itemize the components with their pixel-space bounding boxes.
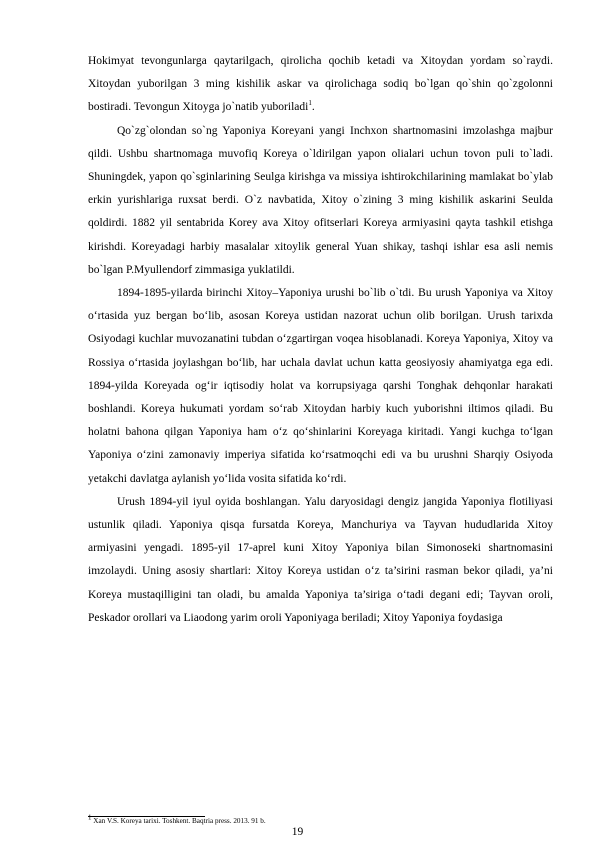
footnote-text: Xan V.S. Koreya tarixi. Toshkent. Baqtria press. 2013. 91 b. <box>91 817 266 825</box>
paragraph-4: Urush 1894-yil iyul oyida boshlangan. Yalu daryosidagi dengiz jangida Yaponiya flotiliyasi ustunlik qiladi. Yaponiya qisqa fursatda Koreya, Manchuriya va Tayvan hududlarida Xitoy armiyasini yengadi. 1895-yil 17-aprel kuni Xitoy Yaponiya bilan Simonoseki shartnomasini imzolaydi. Uning asosiy shartlari: Xitoy Koreya ustidan o‘z ta’sirini rasman bekor qiladi, ya’ni Koreya mustaqilligini tan oladi, bu amalda Yaponiya ta’siriga o‘tadi degani edi; Tayvan oroli, Peskador orollari va Liaodong yarim oroli Yaponiyaga beriladi; Xitoy Yaponiya foydasiga <box>88 495 553 624</box>
paragraph-1-tail: . <box>311 101 315 114</box>
paragraph-1 <box>88 50 553 120</box>
page-number: 19 <box>291 826 304 838</box>
page-body <box>88 50 553 630</box>
footnote-reference[interactable]: 1 <box>308 99 312 108</box>
paragraph-3: 1894-1895-yilarda birinchi Xitoy–Yaponiya urushi bo`lib o`tdi. Bu urush Yaponiya va Xitoy o‘rtasida yuz bergan bo‘lib, asosan Koreya ustidan nazorat uchun olib borilgan. Urush tarixda Osiyodagi kuchlar muvozanatini tubdan o‘zgartirgan voqea hisoblanadi. Koreya Yaponiya, Xitoy va Rossiya o‘rtasida joylashgan bo‘lib, har uchala davlat uchun katta geosiyosiy ahamiyatga ega edi. 1894-yilda Koreyada og‘ir iqtisodiy holat va korrupsiyaga qarshi Tonghak dehqonlar harakati boshlandi. Koreya hukumati yordam so‘rab Xitoydan harbiy kuch yuborishni iltimos qiladi. Bu holatni bahona qilgan Yaponiya ham o‘z qo‘shinlarini Koreyaga kiritadi. Yangi kuchga to‘lgan Yaponiya o‘zini zamonaviy imperiya sifatida ko‘rsatmoqchi edi va bu urushni Sharqiy Osiyoda yetakchi davlatga aylanish yo‘lida vosita sifatida ko‘rdi. <box>88 287 553 485</box>
paragraph-2: Qo`zg`olondan so`ng Yaponiya Koreyani yangi Inchxon shartnomasini imzolashga majbur qildi. Ushbu shartnomaga muvofiq Koreya o`ldirilgan yapon olialari uchun tovon puli to`ladi. Shuningdek, yapon qo`sginlarining Seulga kirishga va missiya ishtirokchilarining mamlakat bo`ylab erkin yurishlariga ruxsat berdi. O`z navbatida, Xitoy o`zining 3 ming kishilik askarini Seulda qoldirdi. 1882 yil sentabrida Korey ava Xitoy ofitserlari Koreya armiyasini qayta tashkil etishga kirishdi. Koreyadagi harbiy masalalar xitoylik general Yuan shikay, tashqi ishlar esa asli nemis bo`lgan P.Myullendorf zimmasiga yuklatildi. <box>88 124 553 276</box>
paragraph-1-text: Hokimyat tevongunlarga qaytarilgach, qirolicha qochib ketadi va Xitoydan yordam so`raydi. Xitoydan yuborilgan 3 ming kishilik askar va qirolichaga sodiq bo`lgan qo`shin qo`zgolonni bostiradi. Tevongun Xitoyga jo`natib yuboriladi <box>88 55 553 114</box>
footnote-number: 1 <box>88 813 92 822</box>
